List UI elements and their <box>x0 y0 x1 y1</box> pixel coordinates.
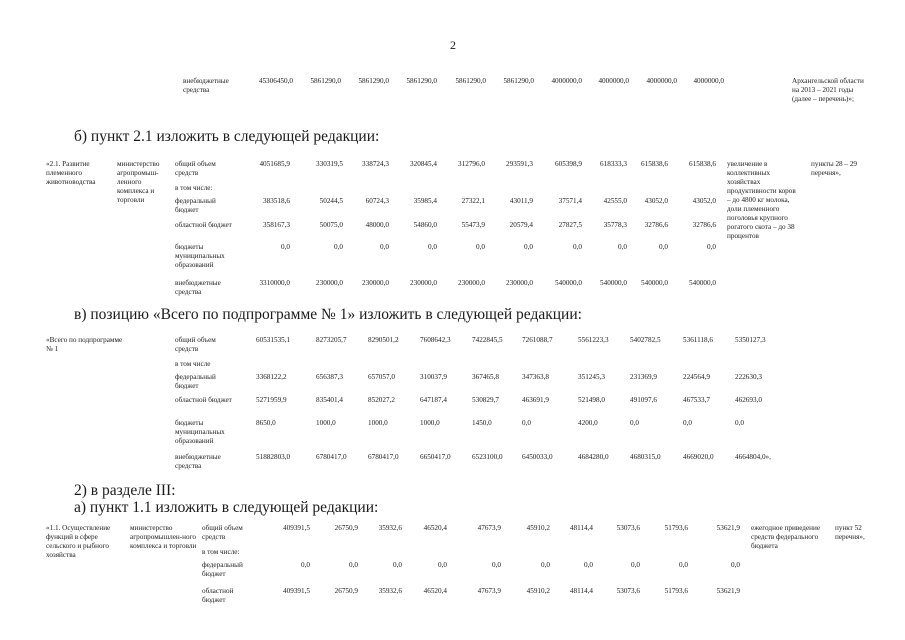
value-cell: 45910,2 <box>526 524 550 532</box>
value-cell: 6450033,0 <box>522 453 553 461</box>
value-cell: 351245,3 <box>578 373 605 381</box>
value-cell: 347363,8 <box>522 373 549 381</box>
value-cell: 605398,9 <box>555 160 582 168</box>
heading-b: б) пункт 2.1 изложить в следующей редакции: <box>74 128 380 145</box>
value-cell: 4200,0 <box>578 419 598 427</box>
row-label: областной бюджет <box>202 587 234 604</box>
value-cell: 521498,0 <box>578 396 605 404</box>
value-cell: 50075,0 <box>319 221 343 229</box>
list-reference: пункт 52 перечня», <box>835 524 865 541</box>
value-cell: 48114,4 <box>569 524 593 532</box>
value-cell: 43011,9 <box>509 197 533 205</box>
value-cell: 656387,3 <box>316 373 343 381</box>
executor: министерство агропромыш-ленного комплекса и торговли <box>117 160 160 204</box>
value-cell: 5861290,0 <box>503 77 534 85</box>
value-cell: 4051685,9 <box>259 160 290 168</box>
value-cell: 383518,6 <box>263 197 290 205</box>
value-cell: 35985,4 <box>413 197 437 205</box>
value-cell: 0,0 <box>707 243 716 251</box>
value-cell: 42555,0 <box>603 197 627 205</box>
value-cell: 4000000,0 <box>551 77 582 85</box>
value-cell: 0,0 <box>630 419 639 427</box>
expected-result: увеличение в коллективных хозяйствах продуктивности коров – до 4800 кг молока, доли племенного поголовья крупного рогатого скота – до 38 процентов <box>727 160 796 240</box>
row-label: внебюджетные средства <box>175 279 221 296</box>
value-cell: 0,0 <box>731 561 740 569</box>
expected-result: ежегодное приведение средств федерального бюджета <box>751 524 821 550</box>
value-cell: 51882803,0 <box>256 453 291 461</box>
value-cell: 35932,6 <box>378 587 402 595</box>
value-cell: 0,0 <box>683 419 692 427</box>
value-cell: 231369,9 <box>630 373 657 381</box>
value-cell: 0,0 <box>301 561 310 569</box>
value-cell: 8650,0 <box>256 419 276 427</box>
value-cell: 540000,0 <box>600 279 627 287</box>
row-label: федеральный бюджет <box>175 373 216 390</box>
value-cell: 0,0 <box>524 243 533 251</box>
value-cell: 6523100,0 <box>472 453 503 461</box>
value-cell: 330319,5 <box>316 160 343 168</box>
value-cell: 8290501,2 <box>368 336 399 344</box>
value-cell: 37571,4 <box>558 197 582 205</box>
value-cell: 540000,0 <box>555 279 582 287</box>
value-cell: 467533,7 <box>683 396 710 404</box>
row-note: Архангельской области на 2013 – 2021 годы (далее – перечень)»; <box>792 77 864 103</box>
value-cell: 4669020,0 <box>683 453 714 461</box>
value-cell: 26750,9 <box>334 587 358 595</box>
value-cell: 53073,6 <box>616 524 640 532</box>
row-label: общий объем средств <box>202 524 243 541</box>
list-reference: пункты 28 – 29 перечня», <box>811 160 858 177</box>
value-cell: 222630,3 <box>735 373 762 381</box>
value-cell: 230000,0 <box>506 279 533 287</box>
value-cell: 4680315,0 <box>630 453 661 461</box>
value-cell: 1000,0 <box>420 419 440 427</box>
executor: министерство агропромышлен-ного комплекса и торговли <box>130 524 197 550</box>
value-cell: 540000,0 <box>689 279 716 287</box>
value-cell: 0,0 <box>334 243 343 251</box>
value-cell: 1000,0 <box>368 419 388 427</box>
value-cell: 5861290,0 <box>455 77 486 85</box>
value-cell: 409391,5 <box>283 587 310 595</box>
value-cell: 0,0 <box>584 561 593 569</box>
value-cell: 852027,2 <box>368 396 395 404</box>
value-cell: 26750,9 <box>334 524 358 532</box>
value-cell: 0,0 <box>659 243 668 251</box>
value-cell: 0,0 <box>428 243 437 251</box>
value-cell: 5361118,6 <box>683 336 714 344</box>
row-label: областной бюджет <box>175 396 232 404</box>
value-cell: 615838,6 <box>689 160 716 168</box>
value-cell: 4000000,0 <box>598 77 629 85</box>
row-label: в том числе: <box>175 184 213 192</box>
value-cell: 0,0 <box>476 243 485 251</box>
value-cell: 50244,5 <box>319 197 343 205</box>
value-cell: 32786,6 <box>692 221 716 229</box>
value-cell: 43052,0 <box>644 197 668 205</box>
value-cell: 51793,6 <box>664 524 688 532</box>
row-label: бюджеты муниципальных образований <box>175 243 225 269</box>
value-cell: 320845,4 <box>410 160 437 168</box>
row-label: общий объем средств <box>175 336 216 353</box>
value-cell: 835401,4 <box>316 396 343 404</box>
value-cell: 0,0 <box>492 561 501 569</box>
value-cell: 0,0 <box>631 561 640 569</box>
value-cell: 618333,3 <box>600 160 627 168</box>
value-cell: 409391,5 <box>283 524 310 532</box>
row-label: областной бюджет <box>175 221 232 229</box>
value-cell: 35932,6 <box>378 524 402 532</box>
value-cell: 0,0 <box>349 561 358 569</box>
value-cell: 47673,9 <box>477 524 501 532</box>
value-cell: 530829,7 <box>472 396 499 404</box>
value-cell: 48114,4 <box>569 587 593 595</box>
value-cell: 5271959,9 <box>256 396 287 404</box>
row-label: внебюджетные средства <box>175 453 221 470</box>
page-number: 2 <box>450 38 456 52</box>
value-cell: 0,0 <box>573 243 582 251</box>
value-cell: 7608642,3 <box>420 336 451 344</box>
value-cell: 540000,0 <box>641 279 668 287</box>
value-cell: 3310000,0 <box>259 279 290 287</box>
value-cell: 4664804,0», <box>735 453 771 461</box>
value-cell: 0,0 <box>618 243 627 251</box>
value-cell: 4684280,0 <box>578 453 609 461</box>
value-cell: 7261088,7 <box>522 336 553 344</box>
value-cell: 43052,0 <box>692 197 716 205</box>
value-cell: 27827,5 <box>558 221 582 229</box>
value-cell: 647187,4 <box>420 396 447 404</box>
value-cell: 55473,9 <box>461 221 485 229</box>
value-cell: 615838,6 <box>641 160 668 168</box>
heading-a: а) пункт 1.1 изложить в следующей редакции: <box>74 499 379 516</box>
value-cell: 46520,4 <box>423 524 447 532</box>
value-cell: 27322,1 <box>461 197 485 205</box>
value-cell: 1450,0 <box>472 419 492 427</box>
value-cell: 312796,0 <box>458 160 485 168</box>
value-cell: 0,0 <box>679 561 688 569</box>
value-cell: 310037,9 <box>420 373 447 381</box>
row-label: в том числе <box>175 360 211 368</box>
value-cell: 5402782,5 <box>630 336 661 344</box>
value-cell: 6780417,0 <box>316 453 347 461</box>
value-cell: 0,0 <box>380 243 389 251</box>
value-cell: 230000,0 <box>458 279 485 287</box>
value-cell: 45306450,0 <box>258 77 293 85</box>
value-cell: 224564,9 <box>683 373 710 381</box>
value-cell: 463691,9 <box>522 396 549 404</box>
value-cell: 0,0 <box>393 561 402 569</box>
value-cell: 45910,2 <box>526 587 550 595</box>
measure-name: «2.1. Развитие племенного животноводства <box>46 160 96 186</box>
value-cell: 6650417,0 <box>420 453 451 461</box>
value-cell: 230000,0 <box>316 279 343 287</box>
value-cell: 8273205,7 <box>316 336 347 344</box>
value-cell: 48000,0 <box>365 221 389 229</box>
row-label: общий объем средств <box>175 160 216 177</box>
value-cell: 47673,9 <box>477 587 501 595</box>
value-cell: 53073,6 <box>616 587 640 595</box>
value-cell: 5861290,0 <box>406 77 437 85</box>
value-cell: 1000,0 <box>316 419 336 427</box>
value-cell: 53621,9 <box>716 524 740 532</box>
value-cell: 0,0 <box>735 419 744 427</box>
row-label: федеральный бюджет <box>175 197 216 214</box>
row-label: бюджеты муниципальных образований <box>175 419 225 445</box>
value-cell: 20579,4 <box>509 221 533 229</box>
value-cell: 5861290,0 <box>310 77 341 85</box>
heading-section-2: 2) в разделе III: <box>74 482 176 499</box>
value-cell: 358167,3 <box>263 221 290 229</box>
value-cell: 230000,0 <box>410 279 437 287</box>
value-cell: 60724,3 <box>365 197 389 205</box>
value-cell: 35778,3 <box>603 221 627 229</box>
value-cell: 5350127,3 <box>735 336 766 344</box>
measure-name: «1.1. Осуществление функций в сфере сельского и рыбного хозяйства <box>46 524 111 559</box>
value-cell: 0,0 <box>522 419 531 427</box>
value-cell: 7422845,5 <box>472 336 503 344</box>
value-cell: 4000000,0 <box>693 77 724 85</box>
value-cell: 60531535,1 <box>256 336 291 344</box>
value-cell: 6780417,0 <box>368 453 399 461</box>
value-cell: 230000,0 <box>362 279 389 287</box>
value-cell: 53621,9 <box>716 587 740 595</box>
heading-v: в) позицию «Всего по подпрограмме № 1» изложить в следующей редакции: <box>74 306 582 323</box>
value-cell: 3368122,2 <box>256 373 287 381</box>
value-cell: 4000000,0 <box>646 77 677 85</box>
value-cell: 462693,0 <box>735 396 762 404</box>
row-label: федеральный бюджет <box>202 561 243 578</box>
row-label: в том числе: <box>202 548 240 556</box>
value-cell: 338724,3 <box>362 160 389 168</box>
value-cell: 32786,6 <box>644 221 668 229</box>
value-cell: 46520,4 <box>423 587 447 595</box>
total-name: «Всего по подпрограмме № 1 <box>46 336 123 353</box>
row-label: внебюджетные средства <box>183 77 229 94</box>
value-cell: 51793,6 <box>664 587 688 595</box>
value-cell: 293591,3 <box>506 160 533 168</box>
value-cell: 0,0 <box>438 561 447 569</box>
value-cell: 5861290,0 <box>358 77 389 85</box>
value-cell: 0,0 <box>541 561 550 569</box>
value-cell: 491097,6 <box>630 396 657 404</box>
value-cell: 5561223,3 <box>578 336 609 344</box>
value-cell: 657057,0 <box>368 373 395 381</box>
value-cell: 54860,0 <box>413 221 437 229</box>
value-cell: 0,0 <box>281 243 290 251</box>
value-cell: 367465,8 <box>472 373 499 381</box>
